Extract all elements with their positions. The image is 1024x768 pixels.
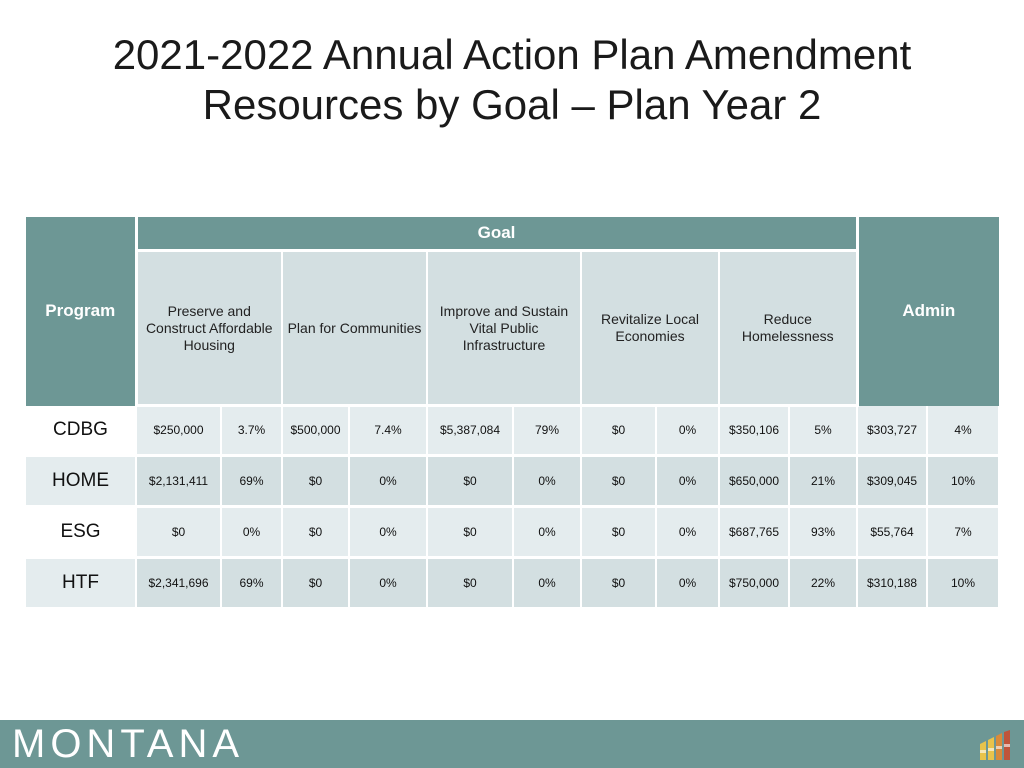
table-row [26,557,999,608]
percent-cell: 0% [513,455,581,506]
goal-header-plan-communities: Plan for Communities [282,251,427,406]
percent-cell: 0% [656,406,719,456]
amount-cell: $309,045 [857,455,927,506]
percent-cell: 4% [927,406,999,456]
percent-cell: 7.4% [349,406,427,456]
percent-cell: 21% [789,455,857,506]
amount-cell: $0 [282,506,349,557]
footer-brand-text: MONTANA [12,722,245,766]
percent-cell: 69% [221,557,282,608]
program-name-cell: HTF [26,557,136,608]
amount-cell: $5,387,084 [427,406,513,456]
percent-cell: 0% [656,455,719,506]
percent-cell: 0% [349,506,427,557]
amount-cell: $55,764 [857,506,927,557]
slide-title-line2: Resources by Goal – Plan Year 2 [202,81,822,128]
goal-header-local-economies: Revitalize Local Economies [581,251,719,406]
amount-cell: $303,727 [857,406,927,456]
percent-cell: 0% [513,557,581,608]
percent-cell: 0% [349,455,427,506]
table-row [26,506,999,557]
percent-cell: 69% [221,455,282,506]
percent-cell: 0% [513,506,581,557]
goal-header-infrastructure: Improve and Sustain Vital Public Infrastructure [427,251,581,406]
program-column-header: Program [26,217,136,406]
admin-column-header: Admin [857,217,999,406]
amount-cell: $350,106 [719,406,789,456]
amount-cell: $0 [581,506,656,557]
amount-cell: $750,000 [719,557,789,608]
goal-group-header: Goal [136,217,857,251]
resources-by-goal-table [26,217,1000,610]
percent-cell: 10% [927,557,999,608]
amount-cell: $0 [581,406,656,456]
amount-cell: $0 [581,557,656,608]
table-row [26,406,999,456]
amount-cell: $0 [427,506,513,557]
percent-cell: 0% [349,557,427,608]
amount-cell: $0 [427,455,513,506]
percent-cell: 5% [789,406,857,456]
table-row [26,455,999,506]
amount-cell: $2,131,411 [136,455,221,506]
percent-cell: 79% [513,406,581,456]
goal-header-homelessness: Reduce Homelessness [719,251,857,406]
amount-cell: $0 [581,455,656,506]
amount-cell: $0 [282,557,349,608]
percent-cell: 0% [656,557,719,608]
amount-cell: $687,765 [719,506,789,557]
goal-header-affordable-housing: Preserve and Construct Affordable Housing [136,251,282,406]
amount-cell: $310,188 [857,557,927,608]
footer-bar [0,720,1024,768]
percent-cell: 22% [789,557,857,608]
percent-cell: 0% [221,506,282,557]
amount-cell: $0 [136,506,221,557]
amount-cell: $2,341,696 [136,557,221,608]
amount-cell: $0 [427,557,513,608]
amount-cell: $650,000 [719,455,789,506]
program-name-cell: HOME [26,455,136,506]
program-name-cell: CDBG [26,406,136,456]
percent-cell: 7% [927,506,999,557]
amount-cell: $250,000 [136,406,221,456]
amount-cell: $0 [282,455,349,506]
percent-cell: 93% [789,506,857,557]
percent-cell: 3.7% [221,406,282,456]
bar-chart-logo-icon [978,730,1014,762]
percent-cell: 10% [927,455,999,506]
slide-title [0,30,1024,130]
slide-title-line1: 2021-2022 Annual Action Plan Amendment [112,31,912,78]
amount-cell: $500,000 [282,406,349,456]
percent-cell: 0% [656,506,719,557]
program-name-cell: ESG [26,506,136,557]
